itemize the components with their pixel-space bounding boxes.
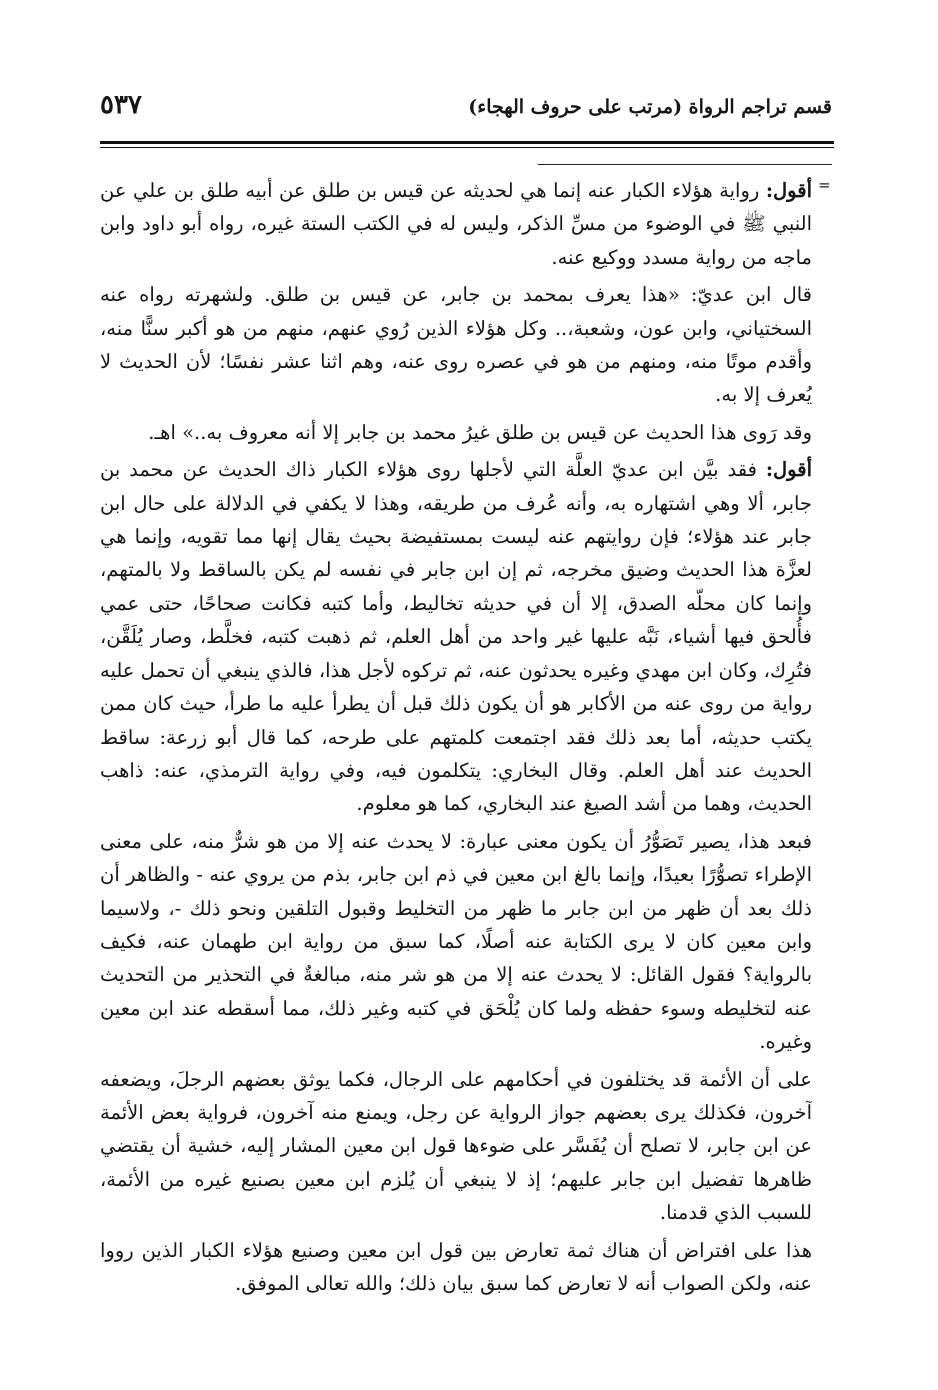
running-header bbox=[100, 90, 832, 130]
continuation-mark: = bbox=[818, 176, 831, 194]
paragraph-4 bbox=[100, 453, 812, 820]
paragraph-lead: أقول: bbox=[765, 458, 812, 482]
header-rule-thin bbox=[100, 147, 834, 148]
paragraph-text: هذا على افتراض أن هناك ثمة تعارض بين قول ابن معين وصنيع هؤلاء الكبار الذين رووا عنه، ولكن الصواب أنه لا تعارض كما سبق بيان ذلك؛ والله تعالى الموفق. bbox=[100, 1238, 812, 1295]
footnote-separator bbox=[538, 164, 832, 165]
paragraph-3 bbox=[100, 416, 812, 449]
paragraph-2 bbox=[100, 278, 812, 412]
paragraph-6 bbox=[100, 1063, 812, 1230]
paragraph-1 bbox=[100, 174, 812, 274]
paragraph-text: فبعد هذا، يصير تَصَوُّرُ أن يكون معنى عبارة: لا يحدث عنه إلا من هو شرٌّ منه، على معنى الإطراء تصوُّرًا بعيدًا، وإنما بالغ ابن معين في ذم ابن جابر، بذم من يروي عنه - والظاهر أن ذلك بعد أن ظهر من ابن جابر ما ظهر من التخليط وقبول التلقين ونحو ذلك -، ولاسيما وابن معين كان لا يرى الكتابة عنه أصلًا، كما سبق من رواية ابن طهمان عنه، فكيف بالرواية؟ فقول القائل: لا يحدث عنه إلا من هو شر منه، مبالغةٌ في التحذير من التحديث عنه لتخليطه وسوء حفظه ولما كان يُلْحَق في كتبه وغير ذلك، مما أسقطه عند ابن معين وغيره. bbox=[100, 829, 812, 1054]
header-rule-thick bbox=[100, 141, 834, 144]
paragraph-text: رواية هؤلاء الكبار عنه إنما هي لحديثه عن قيس بن طلق عن أبيه طلق بن علي عن النبي ﷺ في الوضوء من مسِّ الذكر، وليس له في الكتب الستة غيره، رواه أبو داود وابن ماجه من رواية مسدد ووكيع عنه. bbox=[100, 179, 812, 269]
paragraph-text: فقد بيَّن ابن عديّ العلَّة التي لأجلها روى هؤلاء الكبار ذاك الحديث عن محمد بن جابر، ألا وهي اشتهاره به، وأنه عُرف من طريقه، وهذا لا يكفي في الدلالة على حال ابن جابر عند هؤلاء؛ فإن روايتهم عنه ليست بمستفيضة بحيث يقال إنها مما تقويه، وإنما هي لعزَّة هذا الحديث وضيق مخرجه، ثم إن ابن جابر في نفسه لم يكن بالساقط ولا بالمتهم، وإنما كان محلّه الصدق، إلا أن في حديثه تخاليط، وأما كتبه فكانت صحاحًا، حتى عمي فأُلحق فيها أشياء، نَبَّه عليها غير واحد من أهل العلم، ثم ذهبت كتبه، فخلَّط، وصار يُلَقَّن، فتُرِك، وكان ابن مهدي وغيره يحدثون عنه، ثم تركوه لأجل هذا، فالذي ينبغي أن تحمل عليه رواية من روى عنه من الأكابر هو أن يكون ذلك قبل أن يطرأ عليه ما طرأ، حيث كان ممن يكتب حديثه، أما بعد ذلك فقد اجتمعت كلمتهم على طرحه، كما قال أبو زرعة: ساقط الحديث عند أهل العلم. وقال البخاري: يتكلمون فيه، وفي رواية الترمذي، عنه: ذاهب الحديث، وهما من أشد الصيغ عند البخاري، كما هو معلوم. bbox=[100, 458, 812, 816]
paragraph-5 bbox=[100, 825, 812, 1059]
header-title: قسم تراجم الرواة (مرتب على حروف الهجاء) bbox=[468, 96, 832, 118]
page-number: ٥٣٧ bbox=[100, 90, 142, 120]
body-text bbox=[100, 174, 812, 1344]
paragraph-7 bbox=[100, 1234, 812, 1301]
paragraph-text: وقد رَوى هذا الحديث عن قيس بن طلق غيرُ محمد بن جابر إلا أنه معروف به..» اهـ. bbox=[148, 420, 812, 444]
paragraph-text: على أن الأئمة قد يختلفون في أحكامهم على الرجال، فكما يوثق بعضهم الرجلَ، ويضعفه آخرون، فكذلك يرى بعضهم جواز الرواية عن رجل، ويمنع منه آخرون، فرواية بعض الأئمة عن ابن جابر، لا تصلح أن يُفَسَّر على ضوءها قول ابن معين المشار إليه، خشية أن يقتضي ظاهرها تفضيل ابن جابر عليهم؛ إذ لا ينبغي أن يُلزم ابن معين بصنيع غيره من الأئمة، للسبب الذي قدمنا. bbox=[100, 1067, 812, 1225]
paragraph-lead: أقول: bbox=[765, 179, 812, 202]
paragraph-text: قال ابن عديّ: «هذا يعرف بمحمد بن جابر، عن قيس بن طلق. ولشهرته رواه عنه السختياني، وابن عون، وشعبة،.. وكل هؤلاء الذين رُوي عنهم، منهم من هو أكبر سنًّا منه، وأقدم موتًا منه، ومنهم من هو في عصره روى عنه، وهم اثنا عشر نفسًا؛ لأن الحديث لا يُعرف إلا به. bbox=[100, 283, 812, 407]
